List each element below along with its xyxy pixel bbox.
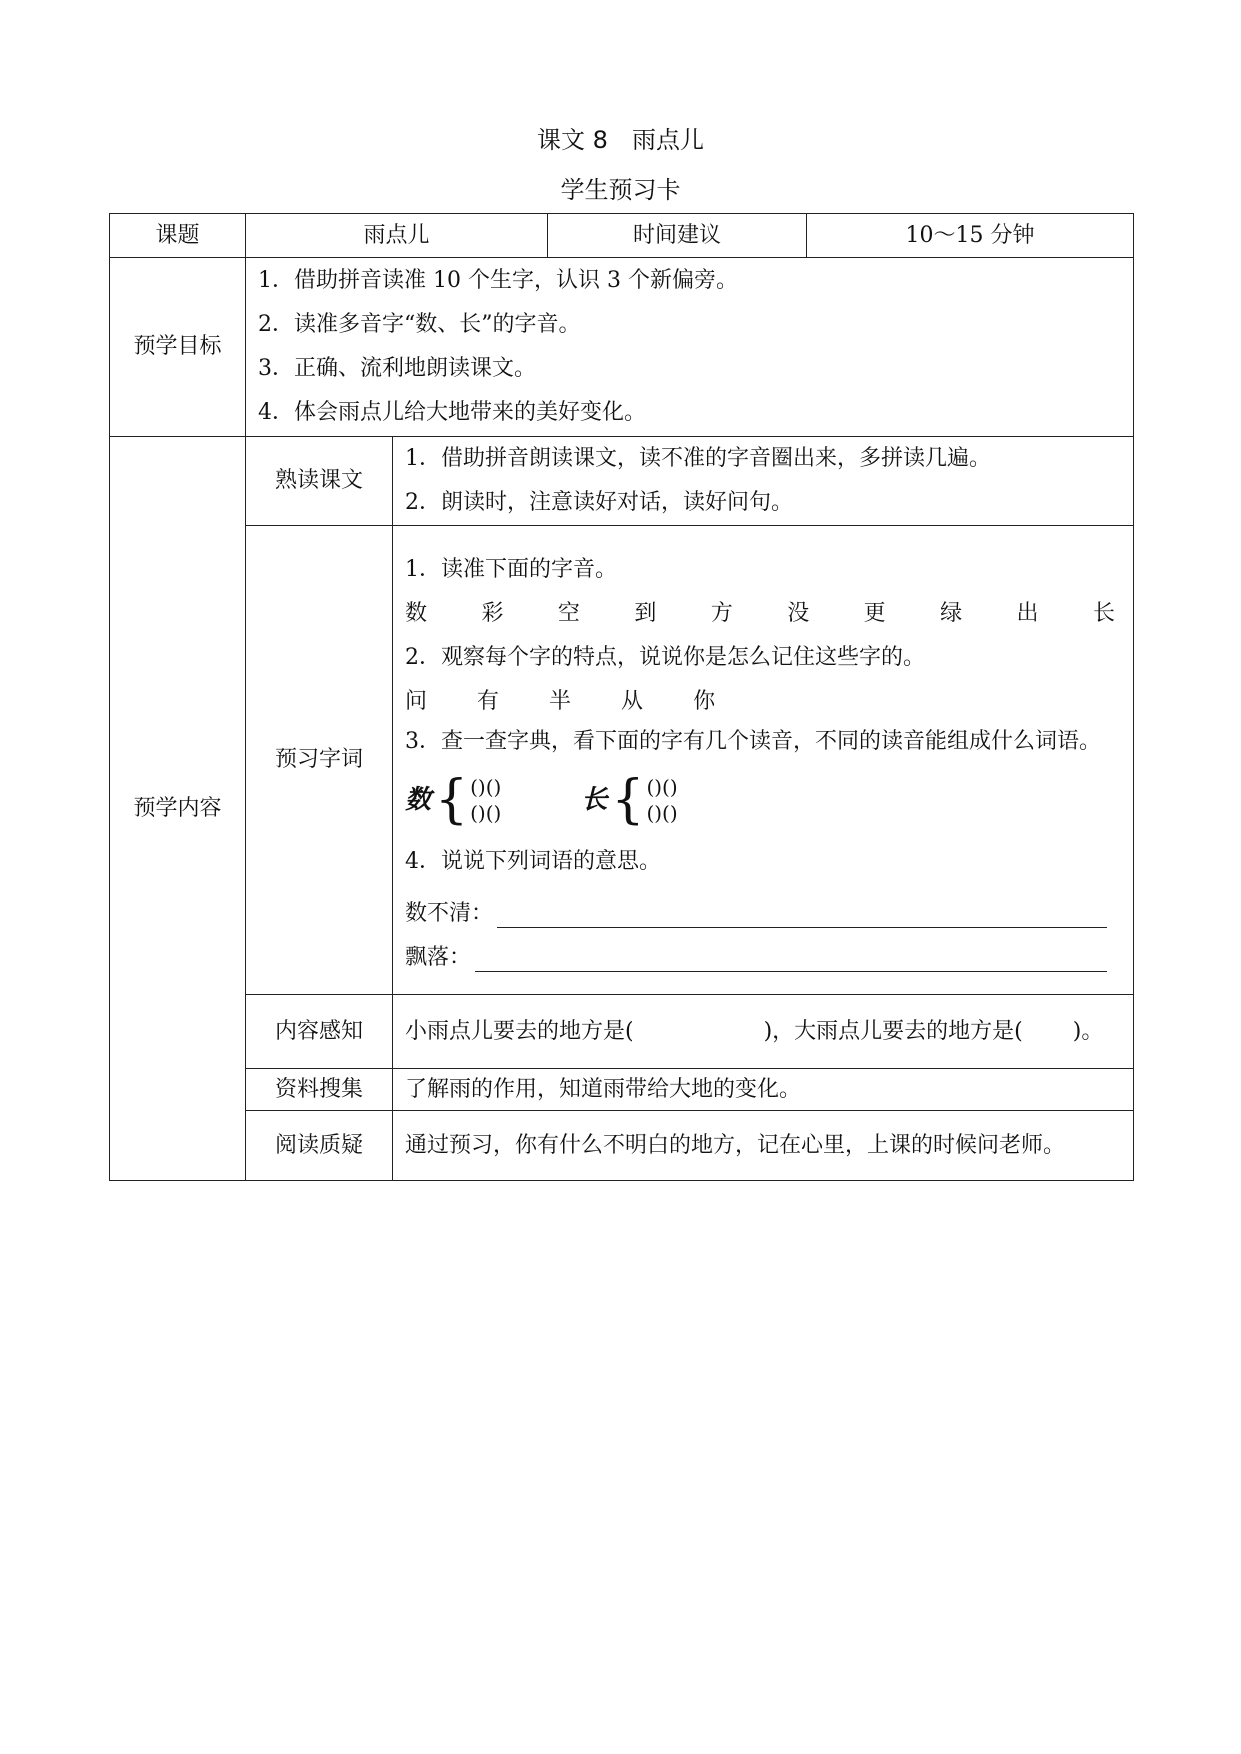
char-item: 没 [787,601,810,626]
words-label: 预习字词 [246,526,393,995]
polyphone-item [405,770,502,830]
polyphone-item [581,770,678,830]
char-item: 彩 [481,601,504,626]
materials-label: 资料搜集 [246,1069,393,1111]
goals-list [246,258,1134,437]
q3-text: 3．查一查字典，看下面的字有几个读音，不同的读音能组成什么词语。 [405,729,1101,754]
card-title: 学生预习卡 [560,176,681,204]
time-label: 时间建议 [548,214,807,258]
polyphone-char: 数 [405,785,432,815]
reading-list [393,437,1134,526]
reading-row [110,437,1134,526]
goal-item: 4．体会雨点儿给大地带来的美好变化。 [258,400,646,425]
char-item: 问 [405,689,428,714]
char-item: 更 [863,601,886,626]
questions-row [110,1111,1134,1181]
time-value: 10～15 分钟 [807,214,1134,258]
topic-label: 课题 [110,214,246,258]
goal-item: 2．读准多音字“数、长”的字音。 [258,312,581,337]
char-item: 空 [557,601,580,626]
polyphone-char: 长 [581,785,608,815]
polyphone-group [405,760,1121,840]
reading-label: 熟读课文 [246,437,393,526]
word-slot[interactable]: ()() [646,775,678,799]
polyphone-slots [470,774,501,826]
q1-text: 1．读准下面的字音。 [405,557,617,582]
materials-text: 了解雨的作用，知道雨带给大地的变化。 [393,1069,1134,1111]
questions-text: 通过预习，你有什么不明白的地方，记在心里，上课的时候问老师。 [393,1111,1134,1181]
q2-text: 2．观察每个字的特点，说说你是怎么记住这些字的。 [405,645,925,670]
polyphone-slots [646,774,677,826]
content-label: 预学内容 [110,437,246,1181]
words-content [393,526,1134,995]
perception-label: 内容感知 [246,995,393,1069]
brace-icon: { [611,770,645,830]
char-item: 你 [693,689,716,714]
char-item: 到 [634,601,657,626]
q2-char-list [405,680,1121,724]
char-item: 有 [477,689,500,714]
term1-label: 数不清： [405,901,494,926]
goal-item: 1．借助拼音读准 10 个生字，认识 3 个新偏旁。 [258,268,738,293]
topic-value: 雨点儿 [246,214,548,258]
perception-row [110,995,1134,1069]
char-item: 数 [405,601,428,626]
word-slot[interactable]: ()() [646,801,678,825]
questions-label: 阅读质疑 [246,1111,393,1181]
term1-row [405,884,1121,928]
words-row [110,526,1134,995]
char-item: 出 [1016,601,1039,626]
char-item: 从 [621,689,644,714]
goal-item: 3．正确、流利地朗读课文。 [258,356,536,381]
reading-item: 1．借助拼音朗读课文，读不准的字音圈出来，多拼读几遍。 [405,446,991,471]
materials-row [110,1069,1134,1111]
word-slot[interactable]: ()() [470,775,502,799]
q4-text: 4．说说下列词语的意思。 [405,849,661,874]
goals-row [110,258,1134,437]
char-item: 绿 [940,601,963,626]
char-item: 长 [1092,601,1115,626]
perception-part: )，大雨点儿要去的地方是( [763,1018,1023,1044]
answer-line[interactable] [497,901,1107,928]
char-item: 方 [710,601,733,626]
perception-text [393,995,1134,1069]
q1-char-list [405,592,1121,636]
term2-label: 飘落： [405,945,472,970]
term2-row [405,928,1121,972]
goals-label: 预学目标 [110,258,246,437]
brace-icon: { [435,770,469,830]
answer-line[interactable] [475,945,1107,972]
char-item: 半 [549,689,572,714]
preview-card-table [109,213,1134,1181]
perception-part: )。 [1072,1018,1104,1044]
lesson-title: 课文 8 雨点儿 [537,126,704,154]
perception-part: 小雨点儿要去的地方是( [405,1018,634,1044]
word-slot[interactable]: ()() [470,801,502,825]
topic-row [110,214,1134,258]
reading-item: 2．朗读时，注意读好对话，读好问句。 [405,490,793,515]
